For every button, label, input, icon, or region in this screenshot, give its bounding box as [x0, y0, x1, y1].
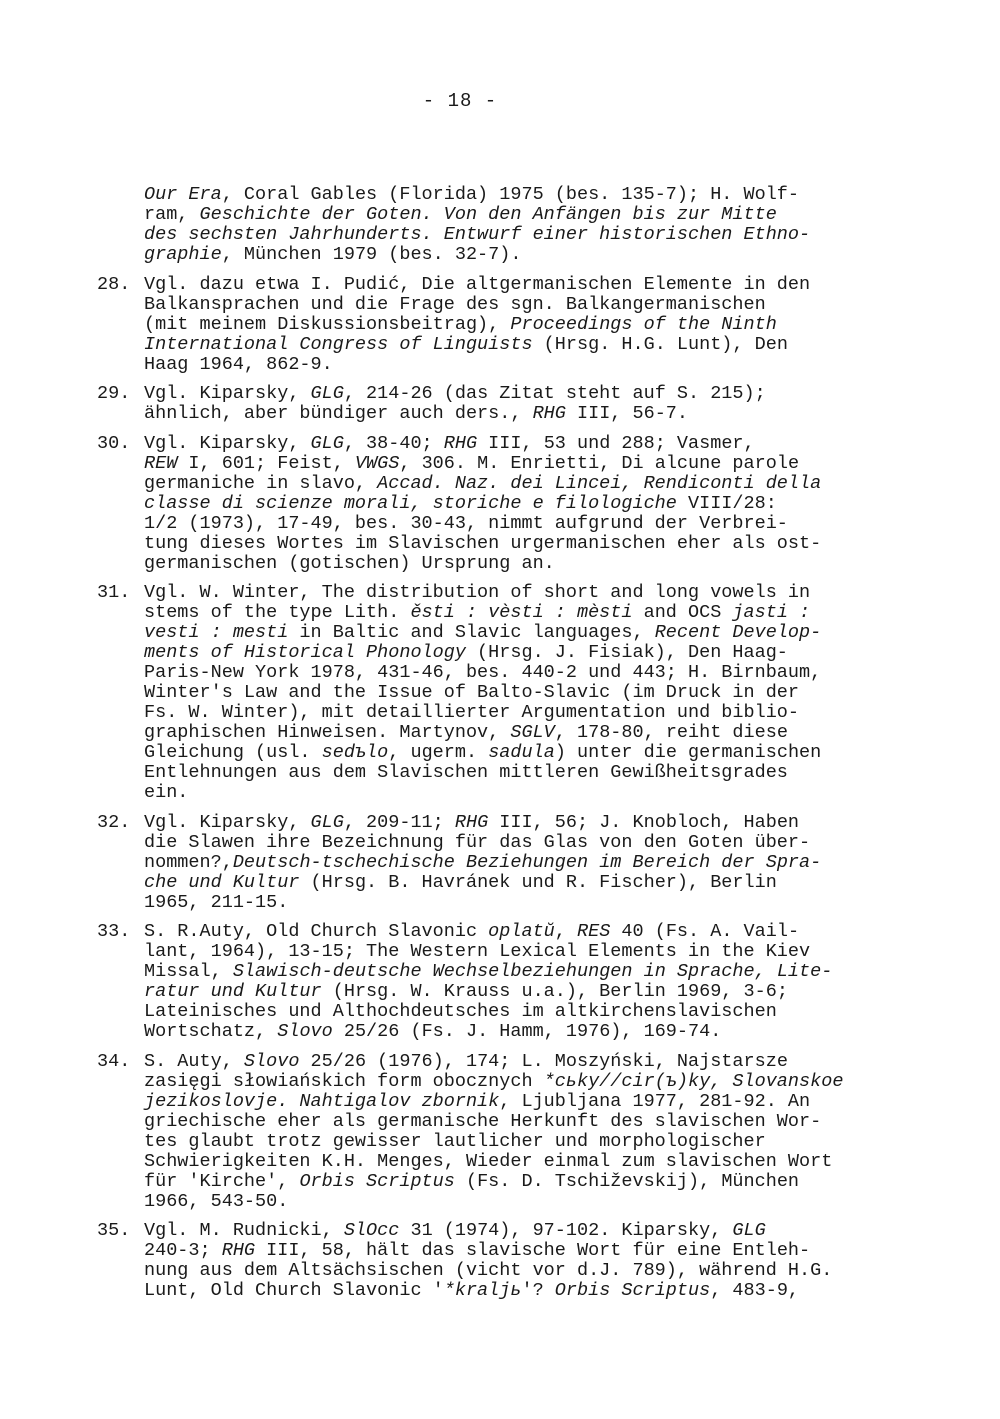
text-segment: III, 56-7.: [565, 403, 689, 424]
text-line: [144, 962, 897, 982]
footnote-text: [144, 922, 897, 1042]
text-line: [144, 703, 897, 723]
italic-segment: *kraljь: [443, 1280, 522, 1301]
footnote-number: 29.: [97, 383, 131, 404]
italic-segment: REW: [144, 452, 178, 474]
text-segment: ram,: [144, 204, 200, 225]
text-line: [144, 434, 897, 454]
italic-segment: Slovo: [243, 1050, 300, 1072]
text-segment: germaniche in slavo,: [144, 472, 378, 494]
text-line: [144, 494, 897, 514]
italic-segment: jezikoslovje. Nahtigalov zbornik: [144, 1090, 500, 1112]
text-segment: Vgl. Kiparsky,: [144, 383, 311, 404]
italic-segment: graphie: [144, 244, 222, 265]
text-segment: ) unter die germanischen: [554, 742, 822, 763]
footnote-text: [144, 275, 897, 375]
text-line: [144, 534, 897, 554]
italic-segment: Orbis Scriptus: [554, 1280, 711, 1301]
text-segment: (Hrsg. W. Krauss u.a.), Berlin 1969, 3-6;: [321, 981, 788, 1002]
text-segment: III, 58, hält das slavische Wort für eine Entleh-: [255, 1240, 811, 1261]
italic-segment: classe di scienze morali, storiche e filologiche: [144, 492, 677, 514]
text-segment: nung aus dem Altsächsischen (vicht vor d.J. 789), während H.G.: [144, 1260, 833, 1281]
footnote-number: 34.: [97, 1050, 131, 1072]
footnote-text: [144, 813, 897, 913]
footnote: [97, 1052, 897, 1212]
text-line: [144, 1092, 897, 1112]
text-line: [144, 623, 897, 643]
footnote: [97, 813, 897, 913]
text-segment: Winter's Law and the Issue of Balto-Slavic (im Druck in der: [144, 682, 800, 703]
text-segment: stems of the type Lith.: [144, 602, 411, 623]
text-segment: Lunt, Old Church Slavonic ': [144, 1280, 444, 1301]
italic-segment: RES: [577, 921, 611, 942]
italic-segment: Deutsch-tschechische Beziehungen im Bereich der Spra-: [232, 851, 822, 873]
text-line: [144, 1112, 897, 1132]
text-segment: and OCS: [632, 602, 733, 623]
text-segment: in Baltic and Slavic languages,: [288, 622, 655, 643]
italic-segment: sadula: [488, 742, 555, 763]
text-line: [144, 1261, 897, 1281]
text-segment: , 306. M. Enrietti, Di alcune parole: [399, 452, 800, 474]
footnote: [97, 185, 897, 265]
text-line: [144, 335, 897, 355]
text-line: [144, 873, 897, 893]
italic-segment: VWGS: [354, 452, 400, 474]
text-line: [144, 783, 897, 803]
text-segment: Wortschatz,: [144, 1021, 278, 1042]
italic-segment: RHG: [532, 403, 566, 424]
italic-segment: vesti : mesti: [144, 622, 289, 643]
text-line: [144, 922, 897, 942]
italic-segment: jasti :: [732, 602, 811, 623]
footnote: [97, 384, 897, 424]
text-segment: , 483-9,: [710, 1280, 800, 1301]
text-segment: , 214-26 (das Zitat steht auf S. 215);: [343, 383, 766, 404]
footnote-text: [144, 434, 897, 574]
text-line: [144, 1072, 897, 1092]
italic-segment: che und Kultur: [144, 871, 300, 893]
text-line: [144, 853, 897, 873]
text-segment: I, 601; Feist,: [177, 452, 355, 474]
footnote-number: 35.: [97, 1220, 131, 1241]
text-line: [144, 683, 897, 703]
footnote-list: [97, 185, 897, 1311]
italic-segment: Proceedings of the Ninth: [510, 313, 777, 335]
text-segment: 1966, 543-50.: [144, 1190, 289, 1212]
text-line: [144, 454, 897, 474]
text-line: [144, 514, 897, 534]
italic-segment: ratur und Kultur: [144, 981, 322, 1002]
footnote-text: [144, 384, 897, 424]
text-line: [144, 225, 897, 245]
text-line: [144, 942, 897, 962]
text-segment: Vgl. M. Rudnicki,: [144, 1220, 344, 1241]
italic-segment: GLG: [310, 432, 344, 454]
text-segment: Paris-New York 1978, 431-46, bes. 440-2 und 443; H. Birnbaum,: [144, 662, 822, 683]
text-segment: '?: [521, 1280, 555, 1301]
text-line: [144, 1132, 897, 1152]
italic-segment: GLG: [310, 811, 344, 833]
text-segment: 25/26 (1976), 174; L. Moszyński, Najstarsze: [299, 1050, 788, 1072]
text-segment: Entlehnungen aus dem Slavischen mittleren Gewißheitsgrades: [144, 762, 788, 783]
text-segment: VIII/28:: [676, 492, 777, 514]
text-line: [144, 833, 897, 853]
footnote-number: 28.: [97, 273, 131, 295]
italic-segment: des sechsten Jahrhunderts. Entwurf einer historischen Ethno-: [144, 224, 811, 245]
text-segment: Missal,: [144, 961, 233, 982]
text-segment: lant, 1964), 13-15; The Western Lexical Elements in the Kiev: [144, 941, 811, 962]
text-segment: Fs. W. Winter), mit detaillierter Argumentation und biblio-: [144, 702, 800, 723]
italic-segment: RHG: [221, 1240, 256, 1261]
text-segment: 40 (Fs. A. Vail-: [610, 921, 800, 942]
text-segment: 1965, 211-15.: [144, 891, 289, 913]
italic-segment: GLG: [310, 383, 344, 404]
text-segment: Vgl. Kiparsky,: [144, 432, 311, 454]
italic-segment: RHG: [443, 432, 478, 454]
text-segment: für 'Kirche',: [144, 1170, 300, 1192]
text-segment: zasięgi słowiańskich form obocznych: [144, 1070, 544, 1092]
text-segment: ähnlich, aber bündiger auch ders.,: [144, 403, 533, 424]
text-line: [144, 893, 897, 913]
text-segment: S. R.Auty, Old Church Slavonic: [144, 921, 489, 942]
page-number: - 18 -: [422, 90, 498, 112]
italic-segment: ěsti : vèsti : mèsti: [410, 602, 633, 623]
text-segment: graphischen Hinweisen. Martynov,: [144, 722, 511, 743]
text-line: [144, 1192, 897, 1212]
text-segment: , Coral Gables (Florida) 1975 (bes. 135-7); H. Wolf-: [221, 184, 800, 205]
text-segment: griechische eher als germanische Herkunft des slavischen Wor-: [144, 1110, 822, 1132]
footnote-number: 30.: [97, 432, 131, 454]
italic-segment: sedъlo: [321, 742, 389, 763]
text-segment: Gleichung (usl.: [144, 742, 322, 763]
text-line: [144, 643, 897, 663]
italic-segment: Orbis Scriptus: [299, 1170, 455, 1192]
footnote: [97, 922, 897, 1042]
text-line: [144, 603, 897, 623]
text-line: [144, 245, 897, 265]
text-segment: S. Auty,: [144, 1050, 244, 1072]
italic-segment: Accad. Naz. dei Lincei, Rendiconti della: [377, 472, 822, 494]
text-line: [144, 355, 897, 375]
text-segment: nommen?,: [144, 851, 233, 873]
text-segment: , 178-80, reiht diese: [554, 722, 788, 743]
text-line: [144, 723, 897, 743]
footnote-text: [144, 1221, 897, 1301]
text-segment: Haag 1964, 862-9.: [144, 353, 333, 375]
footnote-number: [97, 185, 144, 265]
text-segment: germanischen (gotischen) Ursprung an.: [144, 552, 555, 574]
italic-segment: International Congress of Linguists: [144, 333, 533, 355]
text-line: [144, 474, 897, 494]
text-line: [144, 763, 897, 783]
text-segment: ein.: [144, 782, 189, 803]
text-line: [144, 663, 897, 683]
text-line: [144, 185, 897, 205]
text-line: [144, 275, 897, 295]
text-line: [144, 1052, 897, 1072]
italic-segment: SlOcc: [343, 1220, 400, 1241]
text-segment: (Hrsg. B. Havránek und R. Fischer), Berlin: [299, 871, 777, 893]
text-segment: (mit meinem Diskussionsbeitrag),: [144, 313, 511, 335]
italic-segment: Slawisch-deutsche Wechselbeziehungen in Sprache, Lite-: [232, 961, 833, 982]
text-line: [144, 404, 897, 424]
text-segment: , ugerm.: [388, 742, 489, 763]
footnote-number: 31.: [97, 582, 131, 603]
text-segment: 1/2 (1973), 17-49, bes. 30-43, nimmt aufgrund der Verbrei-: [144, 512, 788, 534]
text-line: [144, 583, 897, 603]
text-line: [144, 1241, 897, 1261]
footnote: [97, 275, 897, 375]
text-segment: 240-3;: [144, 1240, 222, 1261]
text-line: [144, 1281, 897, 1301]
footnote-number: 33.: [97, 921, 131, 942]
italic-segment: oplatŭ: [488, 921, 555, 942]
footnote-text: [144, 185, 897, 265]
text-line: [144, 384, 897, 404]
text-segment: III, 56; J. Knobloch, Haben: [488, 811, 800, 833]
footnote-text: [144, 1052, 897, 1212]
text-segment: Balkansprachen und die Frage des sgn. Balkangermanischen: [144, 293, 766, 315]
italic-segment: *cьky//cir(ъ)ky, Slovanskoe: [543, 1070, 844, 1092]
text-segment: (Fs. D. Tschiževskij), München: [454, 1170, 800, 1192]
italic-segment: Geschichte der Goten. Von den Anfängen bis zur Mitte: [199, 204, 777, 225]
text-segment: , 209-11;: [343, 811, 455, 833]
text-segment: , Ljubljana 1977, 281-92. An: [499, 1090, 811, 1112]
footnote: [97, 583, 897, 803]
italic-segment: Our Era: [144, 184, 222, 205]
text-segment: (Hrsg. H.G. Lunt), Den: [532, 333, 788, 355]
text-segment: Vgl. dazu etwa I. Pudić, Die altgermanischen Elemente in den: [144, 273, 811, 295]
text-line: [144, 743, 897, 763]
text-line: [144, 554, 897, 574]
footnote-number: 32.: [97, 811, 131, 833]
text-segment: Schwierigkeiten K.H. Menges, Wieder einmal zum slavischen Wort: [144, 1150, 833, 1172]
text-segment: Vgl. Kiparsky,: [144, 811, 311, 833]
text-segment: III, 53 und 288; Vasmer,: [477, 432, 755, 454]
italic-segment: RHG: [454, 811, 489, 833]
italic-segment: Recent Develop-: [654, 622, 822, 643]
footnote: [97, 434, 897, 574]
text-line: [144, 1002, 897, 1022]
text-segment: tung dieses Wortes im Slavischen urgermanischen eher als ost-: [144, 532, 822, 554]
text-line: [144, 1152, 897, 1172]
text-segment: , 38-40;: [343, 432, 444, 454]
italic-segment: GLG: [732, 1220, 766, 1241]
text-segment: ,: [554, 921, 577, 942]
text-segment: Lateinisches und Althochdeutsches im altkirchenslavischen: [144, 1001, 777, 1022]
text-segment: 31 (1974), 97-102. Kiparsky,: [399, 1220, 733, 1241]
footnote-text: [144, 583, 897, 803]
text-segment: , München 1979 (bes. 32-7).: [221, 244, 522, 265]
text-line: [144, 1172, 897, 1192]
text-line: [144, 813, 897, 833]
footnote: [97, 1221, 897, 1301]
text-segment: (Hrsg. J. Fisiak), Den Haag-: [465, 642, 788, 663]
text-line: [144, 982, 897, 1002]
text-segment: tes glaubt trotz gewisser lautlicher und morphologischer: [144, 1130, 766, 1152]
text-segment: die Slawen ihre Bezeichnung für das Glas von den Goten über-: [144, 831, 811, 853]
text-line: [144, 1022, 897, 1042]
italic-segment: Slovo: [277, 1021, 333, 1042]
text-segment: 25/26 (Fs. J. Hamm, 1976), 169-74.: [332, 1021, 722, 1042]
text-line: [144, 315, 897, 335]
text-segment: Vgl. W. Winter, The distribution of short and long vowels in: [144, 582, 811, 603]
text-line: [144, 295, 897, 315]
text-line: [144, 1221, 897, 1241]
text-line: [144, 205, 897, 225]
italic-segment: ments of Historical Phonology: [144, 642, 466, 663]
italic-segment: SGLV: [510, 722, 555, 743]
